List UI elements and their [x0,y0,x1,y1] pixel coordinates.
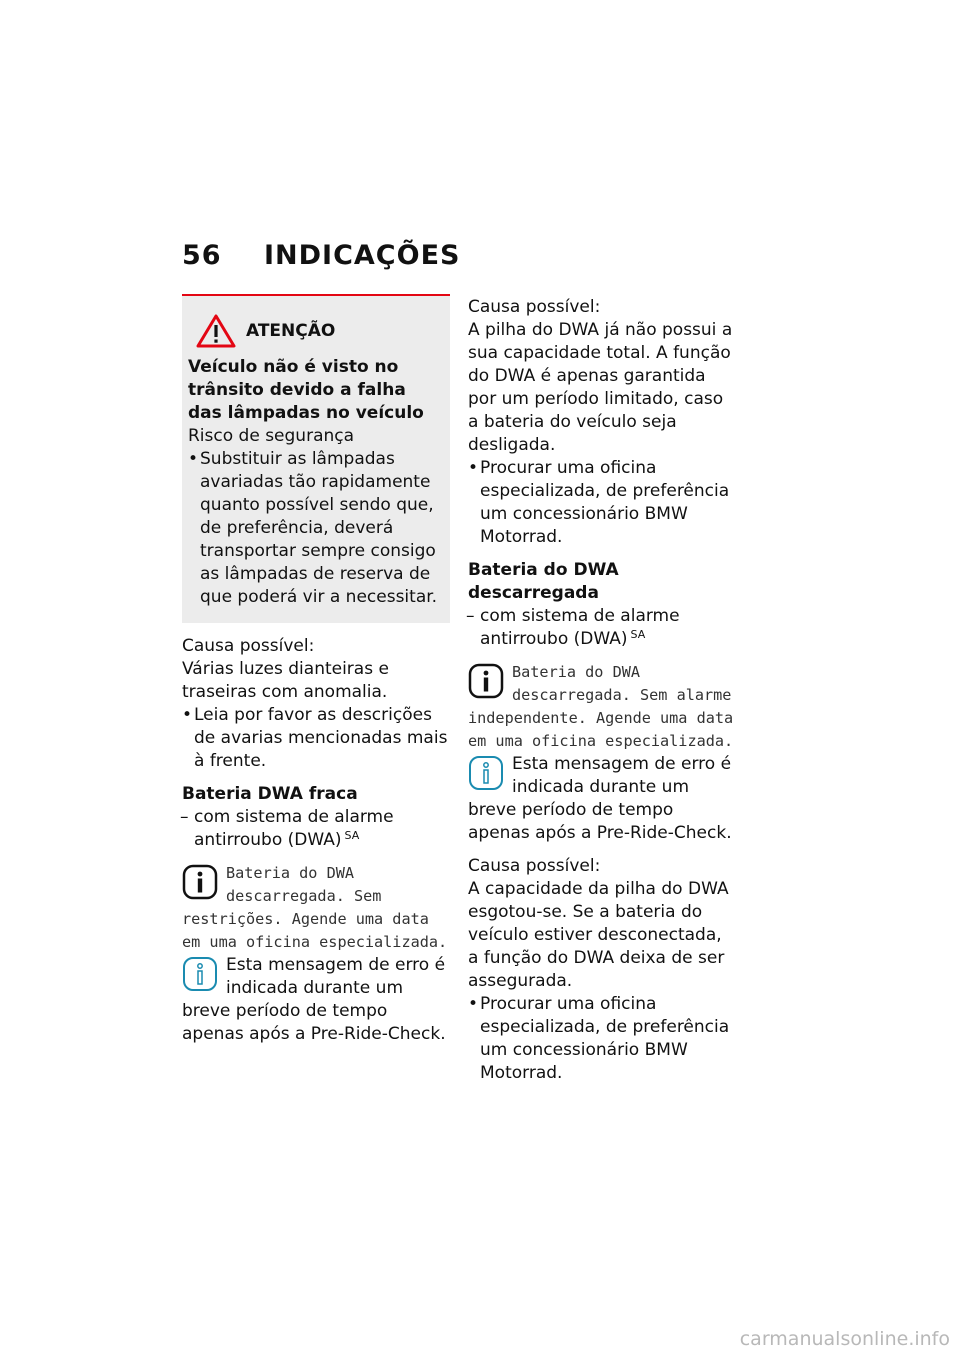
warning-label: ATENÇÃO [246,320,336,341]
warning-risk: Risco de segurança [188,426,355,446]
warning-list [188,448,444,609]
cause-label-2: Causa possível: [468,856,601,876]
warning-header [188,314,444,348]
info-display-icon [468,663,504,699]
warning-headline: Veículo não é visto no trânsito devido a falha das lâmpadas no veículo [188,357,424,423]
info-text: Esta mensagem de erro é indicada durante um breve período de tempo apenas após a Pre-Ride-Check. [182,955,446,1044]
cause-label: Causa possível: [182,636,315,656]
info-note-icon [468,755,504,791]
condition-line [468,605,736,651]
warning-box [182,294,450,623]
info-display-icon [182,864,218,900]
cause-list [182,704,450,773]
right-column [468,296,736,1085]
warning-triangle-icon [196,314,236,348]
cause-bullet: • Procurar uma oficina especializada, de preferência um concessionário BMW Motorrad. [468,457,736,549]
cause-list [468,457,736,549]
info-text: Esta mensagem de erro é indicada durante um breve período de tempo apenas após a Pre-Ride-Check. [468,754,732,843]
cause-label: Causa possível: [468,297,601,317]
cause-bullet: • Leia por favor as descrições de avarias mencionadas mais à frente. [182,704,450,773]
sa-marker: SA [344,829,360,842]
left-column [182,294,450,1046]
condition-text: com sistema de alarme antirroubo (DWA) [480,606,680,649]
display-text: Bateria do DWA descarregada. Sem alarme independente. Agende uma data em uma oficina especializada. [468,663,734,750]
cause-text: A pilha do DWA já não possui a sua capacidade total. A função do DWA é apenas garantida por um período limitado, caso a bateria do veículo seja desligada. [468,320,733,455]
info-note-icon [182,956,218,992]
info-note [182,954,450,1046]
cause-text-2: A capacidade da pilha do DWA esgotou-se. Se a bateria do veículo estiver desconectada, a função do DWA deixa de ser assegurada. [468,879,729,991]
warning-bullet: • Substituir as lâmpadas avariadas tão rapidamente quanto possível sendo que, de preferência, deverá transportar sempre consigo as lâmpadas de reserva de que poderá vir a necessitar. [188,448,444,609]
watermark: carmanualsonline.info [739,1328,950,1350]
cause-list-2 [468,993,736,1085]
display-text: Bateria do DWA descarregada. Sem restrições. Agende uma data em uma oficina especializada. [182,864,448,951]
condition-line [182,806,450,852]
display-message [182,862,450,954]
page-title: INDICAÇÕES [264,240,461,271]
condition-text: com sistema de alarme antirroubo (DWA) [194,807,394,850]
sa-marker: SA [630,628,646,641]
cause-text: Várias luzes dianteiras e traseiras com anomalia. [182,659,389,702]
info-note [468,753,736,845]
page-header [182,240,460,271]
cause-bullet-2: • Procurar uma oficina especializada, de preferência um concessionário BMW Motorrad. [468,993,736,1085]
section-title: Bateria DWA fraca [182,784,358,804]
display-message [468,661,736,753]
page-number: 56 [182,240,222,271]
section-title: Bateria do DWA descarregada [468,560,619,603]
